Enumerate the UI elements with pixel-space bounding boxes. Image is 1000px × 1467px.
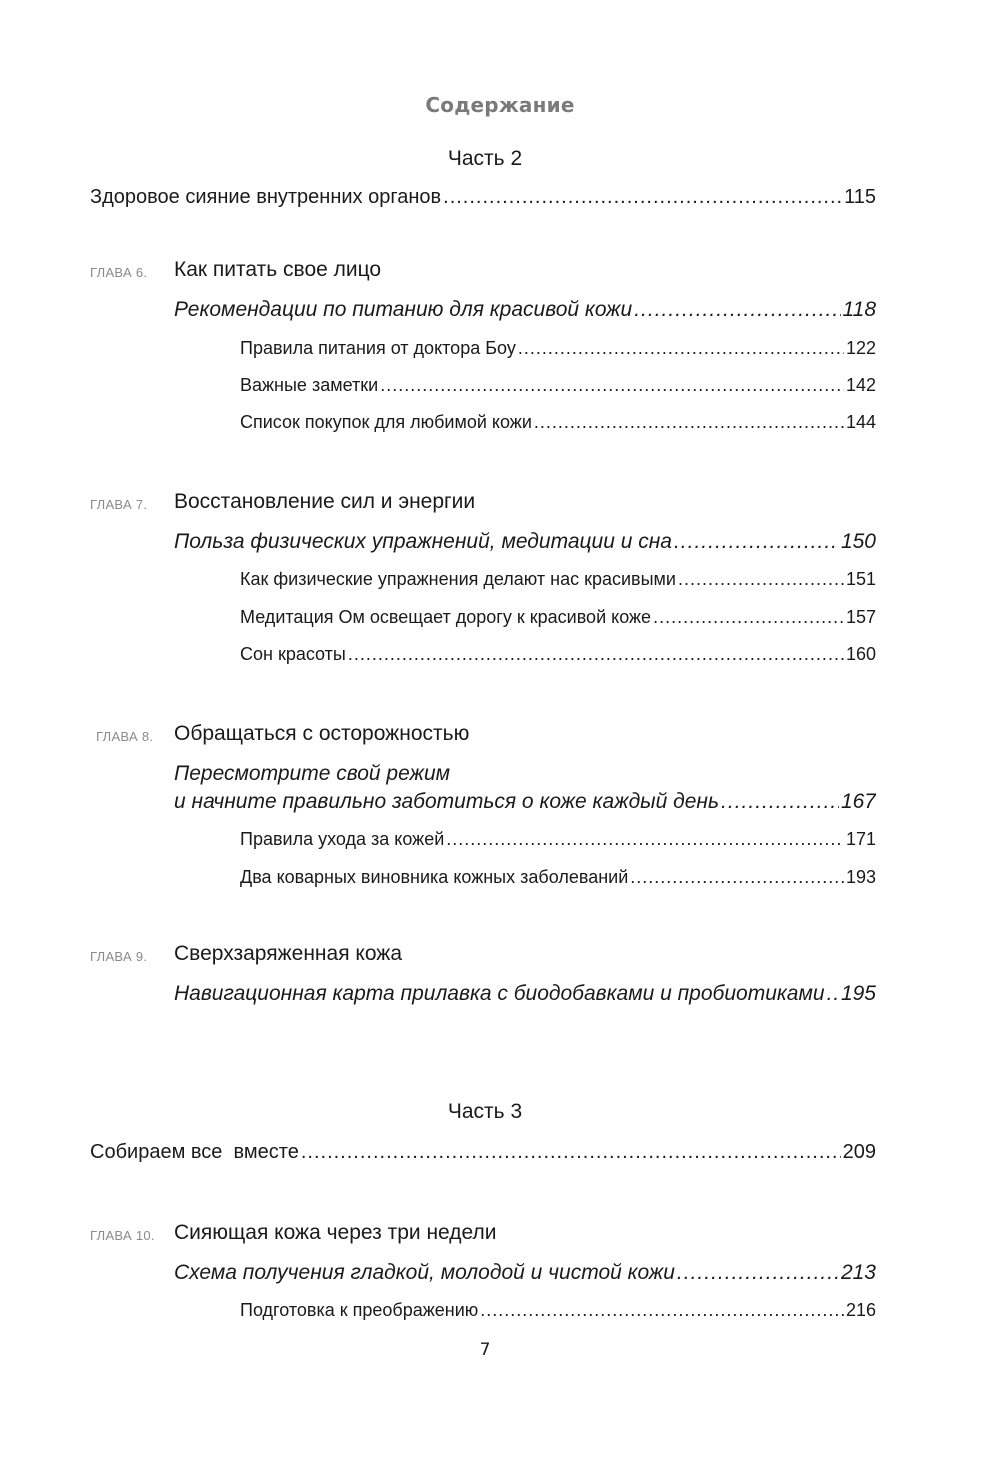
toc-item[interactable]	[240, 375, 876, 396]
toc-page-number: 209	[842, 1141, 876, 1163]
toc-entry-text: и начните правильно заботиться о коже каждый день	[174, 790, 720, 813]
toc-page-number: 160	[845, 644, 876, 664]
dot-leader	[653, 607, 844, 628]
dot-leader	[674, 530, 839, 554]
dot-leader	[446, 829, 844, 850]
toc-page-number: 195	[840, 982, 876, 1005]
dot-leader	[678, 569, 844, 590]
toc-item[interactable]	[240, 867, 876, 888]
chapter-8-label: ГЛАВА 8.	[96, 729, 154, 744]
toc-entry-text: Собираем все вместе	[90, 1141, 299, 1163]
part-3-title: Часть 3	[447, 1100, 523, 1123]
toc-page-number: 216	[845, 1300, 876, 1320]
toc-page-number: 193	[845, 867, 876, 887]
dot-leader	[534, 412, 844, 433]
toc-page-number: 151	[845, 569, 876, 589]
toc-entry-text: Два коварных виновника кожных заболеваний	[240, 867, 629, 887]
dot-leader	[301, 1141, 841, 1164]
toc-subentry-chapter-7[interactable]	[174, 530, 876, 554]
dot-leader	[518, 338, 844, 359]
dot-leader	[348, 644, 844, 665]
toc-page-number: 142	[845, 375, 876, 395]
chapter-10-label: ГЛАВА 10.	[90, 1228, 155, 1243]
toc-item[interactable]	[240, 1300, 876, 1321]
toc-page-number: 144	[845, 412, 876, 432]
toc-item[interactable]	[240, 338, 876, 359]
dot-leader	[827, 982, 839, 1006]
toc-item[interactable]	[240, 412, 876, 433]
toc-page-number: 122	[845, 338, 876, 358]
toc-item[interactable]	[240, 607, 876, 628]
chapter-10-title[interactable]: Сияющая кожа через три недели	[174, 1221, 497, 1244]
toc-entry-text: Подготовка к преображению	[240, 1300, 479, 1320]
toc-entry-text: Как физические упражнения делают нас красивыми	[240, 569, 676, 589]
toc-subentry-chapter-10[interactable]	[174, 1261, 876, 1285]
chapter-8-title[interactable]: Обращаться с осторожностью	[174, 722, 470, 745]
chapter-7-label: ГЛАВА 7.	[90, 497, 148, 512]
toc-item[interactable]	[240, 644, 876, 665]
toc-item[interactable]	[240, 829, 876, 850]
toc-entry-text: Важные заметки	[240, 375, 379, 395]
toc-page-number: 213	[840, 1261, 876, 1284]
toc-entry-text: Список покупок для любимой кожи	[240, 412, 532, 432]
toc-entry-text: Рекомендации по питанию для красивой кожи	[174, 298, 633, 321]
toc-entry-text: Здоровое сияние внутренних органов	[90, 186, 442, 208]
dot-leader	[634, 298, 840, 322]
dot-leader	[677, 1261, 839, 1285]
toc-entry-text: Навигационная карта прилавка с биодобавками и пробиотиками	[174, 982, 825, 1005]
toc-page-number: 115	[844, 186, 876, 208]
dot-leader	[630, 867, 844, 888]
toc-entry-text: Правила ухода за кожей	[240, 829, 445, 849]
toc-subentry-chapter-6[interactable]	[174, 298, 876, 322]
chapter-9-label: ГЛАВА 9.	[90, 949, 148, 964]
toc-subentry-chapter-9[interactable]	[174, 982, 876, 1006]
toc-entry-part-3[interactable]	[90, 1141, 876, 1164]
dot-leader	[380, 375, 844, 396]
toc-item[interactable]	[240, 569, 876, 590]
toc-entry-text: Сон красоты	[240, 644, 346, 664]
toc-entry-text: Правила питания от доктора Боу	[240, 338, 516, 358]
dot-leader	[480, 1300, 844, 1321]
part-2-title: Часть 2	[447, 147, 523, 170]
toc-entry-text: Схема получения гладкой, молодой и чистой кожи	[174, 1261, 675, 1284]
toc-page-number: 118	[842, 298, 876, 321]
dot-leader	[443, 186, 842, 209]
toc-subentry-chapter-8[interactable]	[174, 790, 876, 814]
toc-page-number: 157	[845, 607, 876, 627]
page-number: 7	[479, 1340, 491, 1360]
toc-page-number: 167	[840, 790, 876, 813]
chapter-6-label: ГЛАВА 6.	[90, 265, 148, 280]
toc-subentry-first-line[interactable]: Пересмотрите свой режим	[174, 762, 451, 785]
toc-page-number: 150	[840, 530, 876, 553]
chapter-6-title[interactable]: Как питать свое лицо	[174, 258, 382, 281]
toc-entry-text: Медитация Ом освещает дорогу к красивой коже	[240, 607, 652, 627]
toc-entry-part-2[interactable]	[90, 186, 876, 209]
chapter-9-title[interactable]: Сверхзаряженная кожа	[174, 942, 402, 965]
toc-entry-text: Польза физических упражнений, медитации и сна	[174, 530, 672, 553]
chapter-7-title[interactable]: Восстановление сил и энергии	[174, 490, 476, 513]
dot-leader	[721, 790, 839, 814]
toc-page-number: 171	[845, 829, 876, 849]
page-title: Содержание	[425, 93, 575, 117]
